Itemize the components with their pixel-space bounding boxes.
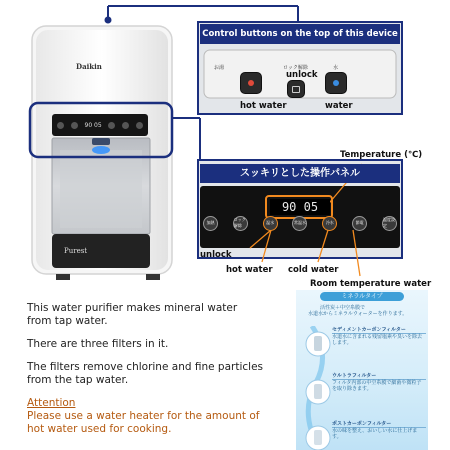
- leaflet-intro2: 水道水からミネラルウォーターを作ります。: [308, 311, 408, 317]
- mini-button: [71, 122, 78, 129]
- desc-p1-line2: from tap water.: [27, 315, 108, 327]
- description: [27, 302, 297, 436]
- panel-room-temp-label: Room temperature water: [310, 279, 432, 289]
- attention-line2: hot water used for cooking.: [27, 423, 172, 435]
- temperature-display: 90 05: [270, 199, 330, 215]
- filter-2-icon: [314, 384, 322, 399]
- mini-button: [136, 122, 143, 129]
- panel-buttons-row: [203, 214, 397, 232]
- top-water-label: water: [325, 101, 353, 111]
- device-model: Purest: [64, 247, 88, 255]
- nozzle-light: [92, 146, 110, 154]
- filter-3-title: ポストカーボンフィルター: [332, 420, 426, 428]
- jp-unlock-label: ロック解除: [283, 65, 308, 71]
- jp-water-label: 水: [333, 65, 339, 71]
- attention-line1: Please use a water heater for the amount of: [27, 410, 260, 422]
- eco-button[interactable]: 節電: [352, 216, 367, 231]
- jp-hot-label: お湯: [214, 65, 225, 71]
- temp-setting-button[interactable]: 温度設定: [382, 216, 397, 231]
- desc-p2: There are three filters in it.: [27, 338, 169, 350]
- lock-icon: [292, 86, 300, 93]
- normal-water-button[interactable]: 常温水: [292, 216, 307, 231]
- panel-banner: スッキリとした操作パネル: [200, 164, 400, 183]
- filter-2-title: ウルトラフィルター: [332, 372, 426, 380]
- panel-unlock-label: unlock: [200, 250, 232, 260]
- callout-dot-top: [105, 17, 112, 24]
- top-banner: Control buttons on the top of this device: [200, 24, 400, 44]
- top-unlock-label: unlock: [286, 70, 318, 80]
- panel-hot-water-button[interactable]: 温水: [263, 216, 278, 231]
- leaflet-title: ミネラルタイプ: [320, 292, 404, 301]
- leaflet-intro1: 活性炭＋中空糸膜で: [320, 305, 366, 311]
- device-brand: Daikin: [76, 62, 102, 71]
- desc-p3-line1: The filters remove chlorine and fine particles: [27, 361, 263, 373]
- unlock-button[interactable]: [287, 80, 305, 98]
- device-foot-right: [146, 274, 160, 280]
- panel-cold-water-label: cold water: [288, 265, 339, 275]
- attention-title: Attention: [27, 397, 76, 409]
- filter-3: [332, 420, 426, 440]
- heat-button[interactable]: 加熱: [203, 216, 218, 231]
- filter-leaflet: [296, 290, 428, 450]
- panel-hot-water-label: hot water: [226, 265, 273, 275]
- filter-1-text: 水道水に含まれる残留塩素や臭いを除去します。: [332, 334, 423, 346]
- water-button[interactable]: [325, 72, 347, 94]
- top-hot-water-label: hot water: [240, 101, 287, 111]
- water-icon: [333, 80, 339, 86]
- dispenser-bay-inner: [60, 150, 142, 228]
- device-foot-left: [56, 274, 70, 280]
- filter-2: [332, 372, 426, 392]
- filter-3-text: 水の味を整え、おいしい水に仕上げます。: [332, 428, 418, 440]
- filter-2-text: フィルタ内部の中空糸膜で細菌や微粒子を取り除きます。: [332, 380, 422, 392]
- desc-p3-line2: from the tap water.: [27, 374, 129, 386]
- hot-water-button[interactable]: [240, 72, 262, 94]
- hot-water-icon: [248, 80, 254, 86]
- nozzle: [92, 138, 110, 145]
- mini-button: [122, 122, 129, 129]
- filter-3-icon: [314, 430, 322, 445]
- desc-p1-line1: This water purifier makes mineral water: [27, 302, 238, 314]
- temperature-label: Temperature (℃): [340, 150, 423, 160]
- mini-button: [57, 122, 64, 129]
- mini-display: 90 05: [84, 121, 102, 129]
- device-mini-buttons: [57, 118, 143, 132]
- panel-unlock-button[interactable]: ロック解除: [233, 216, 248, 231]
- filter-1-title: セディメントカーボンフィルター: [332, 326, 426, 334]
- panel-cold-water-button[interactable]: 冷水: [322, 216, 337, 231]
- filter-1: [332, 326, 426, 346]
- filter-1-icon: [314, 336, 322, 351]
- mini-button: [108, 122, 115, 129]
